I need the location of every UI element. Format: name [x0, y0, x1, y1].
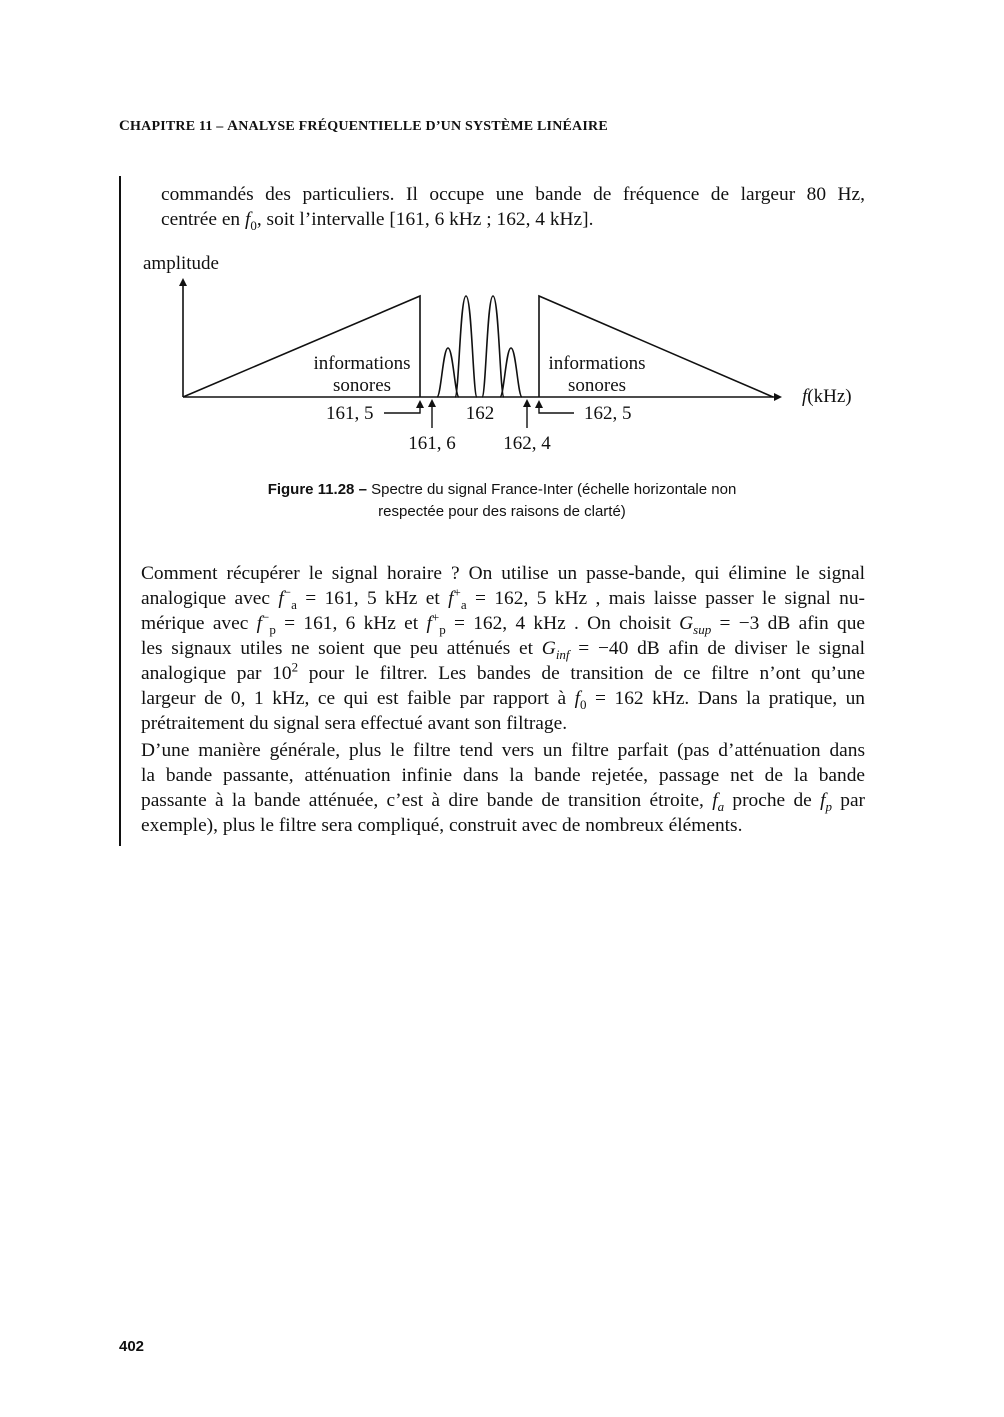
chapter-cap: C	[119, 118, 131, 134]
caption-label: Figure 11.28	[267, 481, 355, 498]
filter-line-3: mérique avec $f^-_p = 161$, 6 kHz et $f^+_p = 162$, 4 kHz . On choisit $G_{sup} = -3$ dB afin que	[141, 609, 866, 637]
arrow-162-5	[539, 404, 574, 413]
lobe-2	[455, 296, 477, 397]
title-cap: A	[227, 118, 239, 134]
general-line-3: passante à la bande atténuée, c’est à dire bande de transition étroite, $f_a$ proche de $f_p$ par	[141, 790, 866, 814]
general-line-2: la bande passante, atténuation infinie dans la bande rejetée, passage net de la bande	[141, 765, 865, 786]
tick-label-161-5: 161, 5	[326, 403, 374, 424]
lobe-1	[437, 348, 459, 397]
tick-label-161-6: 161, 6	[408, 433, 456, 454]
arrow-161-5	[384, 404, 420, 413]
left-band-label-1: informations	[313, 353, 411, 374]
y-axis-label: amplitude	[143, 253, 219, 274]
caption-text-1: Spectre du signal France-Inter (échelle horizontale non	[371, 481, 737, 498]
tick-label-162-4: 162, 4	[503, 433, 551, 454]
page-number: 402	[119, 1338, 145, 1355]
filter-line-2: analogique avec $f^-_a = 161$, 5 kHz et $f^+_a = 162$, 5 kHz , mais laisse passer le signal nu-	[141, 584, 865, 612]
general-line-1: D’une manière générale, plus le filtre tend vers un filtre parfait (pas d’atténuation dans	[141, 740, 865, 761]
spectrum-figure	[0, 240, 1004, 470]
intro-line-1: commandés des particuliers. Il occupe une bande de fréquence de largeur 80 Hz,	[161, 184, 865, 205]
spectrum-diagram	[0, 240, 1004, 470]
lobe-4	[500, 348, 522, 397]
filter-line-7: prétraitement du signal sera effectué avant son filtrage.	[141, 713, 568, 734]
lobe-3	[482, 296, 504, 397]
paragraph-filter	[141, 561, 865, 736]
right-band-label-1: informations	[548, 353, 646, 374]
x-axis-label: f(kHz)	[802, 386, 852, 407]
filter-line-6: largeur de 0, 1 kHz, ce qui est faible par rapport à $f_0 = 162$ kHz. Dans la pratique, un	[141, 688, 865, 712]
general-line-4: exemple), plus le filtre sera compliqué, construit avec de nombreux éléments.	[141, 815, 743, 836]
intro-line-2: centrée en $f_0$, soit l’intervalle [161, 6 kHz ; 162, 4 kHz].	[161, 209, 594, 233]
tick-label-162: 162	[465, 403, 495, 424]
chapter-header	[119, 118, 608, 135]
caption-line-2: respectée pour des raisons de clarté)	[378, 503, 626, 520]
chapter-rest: HAPITRE 11 –	[130, 119, 228, 134]
title-rest: NALYSE FRÉQUENTIELLE D’UN SYSTÈME LINÉAIRE	[238, 119, 608, 134]
filter-line-1: Comment récupérer le signal horaire ? On utilise un passe-bande, qui élimine le signal	[141, 563, 865, 584]
caption-line-1: Figure 11.28 – Spectre du signal France-Inter (échelle horizontale non	[267, 481, 737, 498]
right-band-label-2: sonores	[567, 375, 627, 396]
filter-line-5: analogique par $10^2$ pour le filtrer. Les bandes de transition de ce filtre n’ont qu’une	[141, 659, 865, 684]
figure-caption	[220, 479, 784, 523]
tick-label-162-5: 162, 5	[584, 403, 632, 424]
left-band-label-2: sonores	[332, 375, 392, 396]
paragraph-general	[141, 738, 865, 838]
paragraph-intro	[161, 182, 865, 232]
filter-line-4: les signaux utiles ne soient que peu atténués et $G_{inf} = -40$ dB afin de diviser le signal	[141, 638, 865, 662]
